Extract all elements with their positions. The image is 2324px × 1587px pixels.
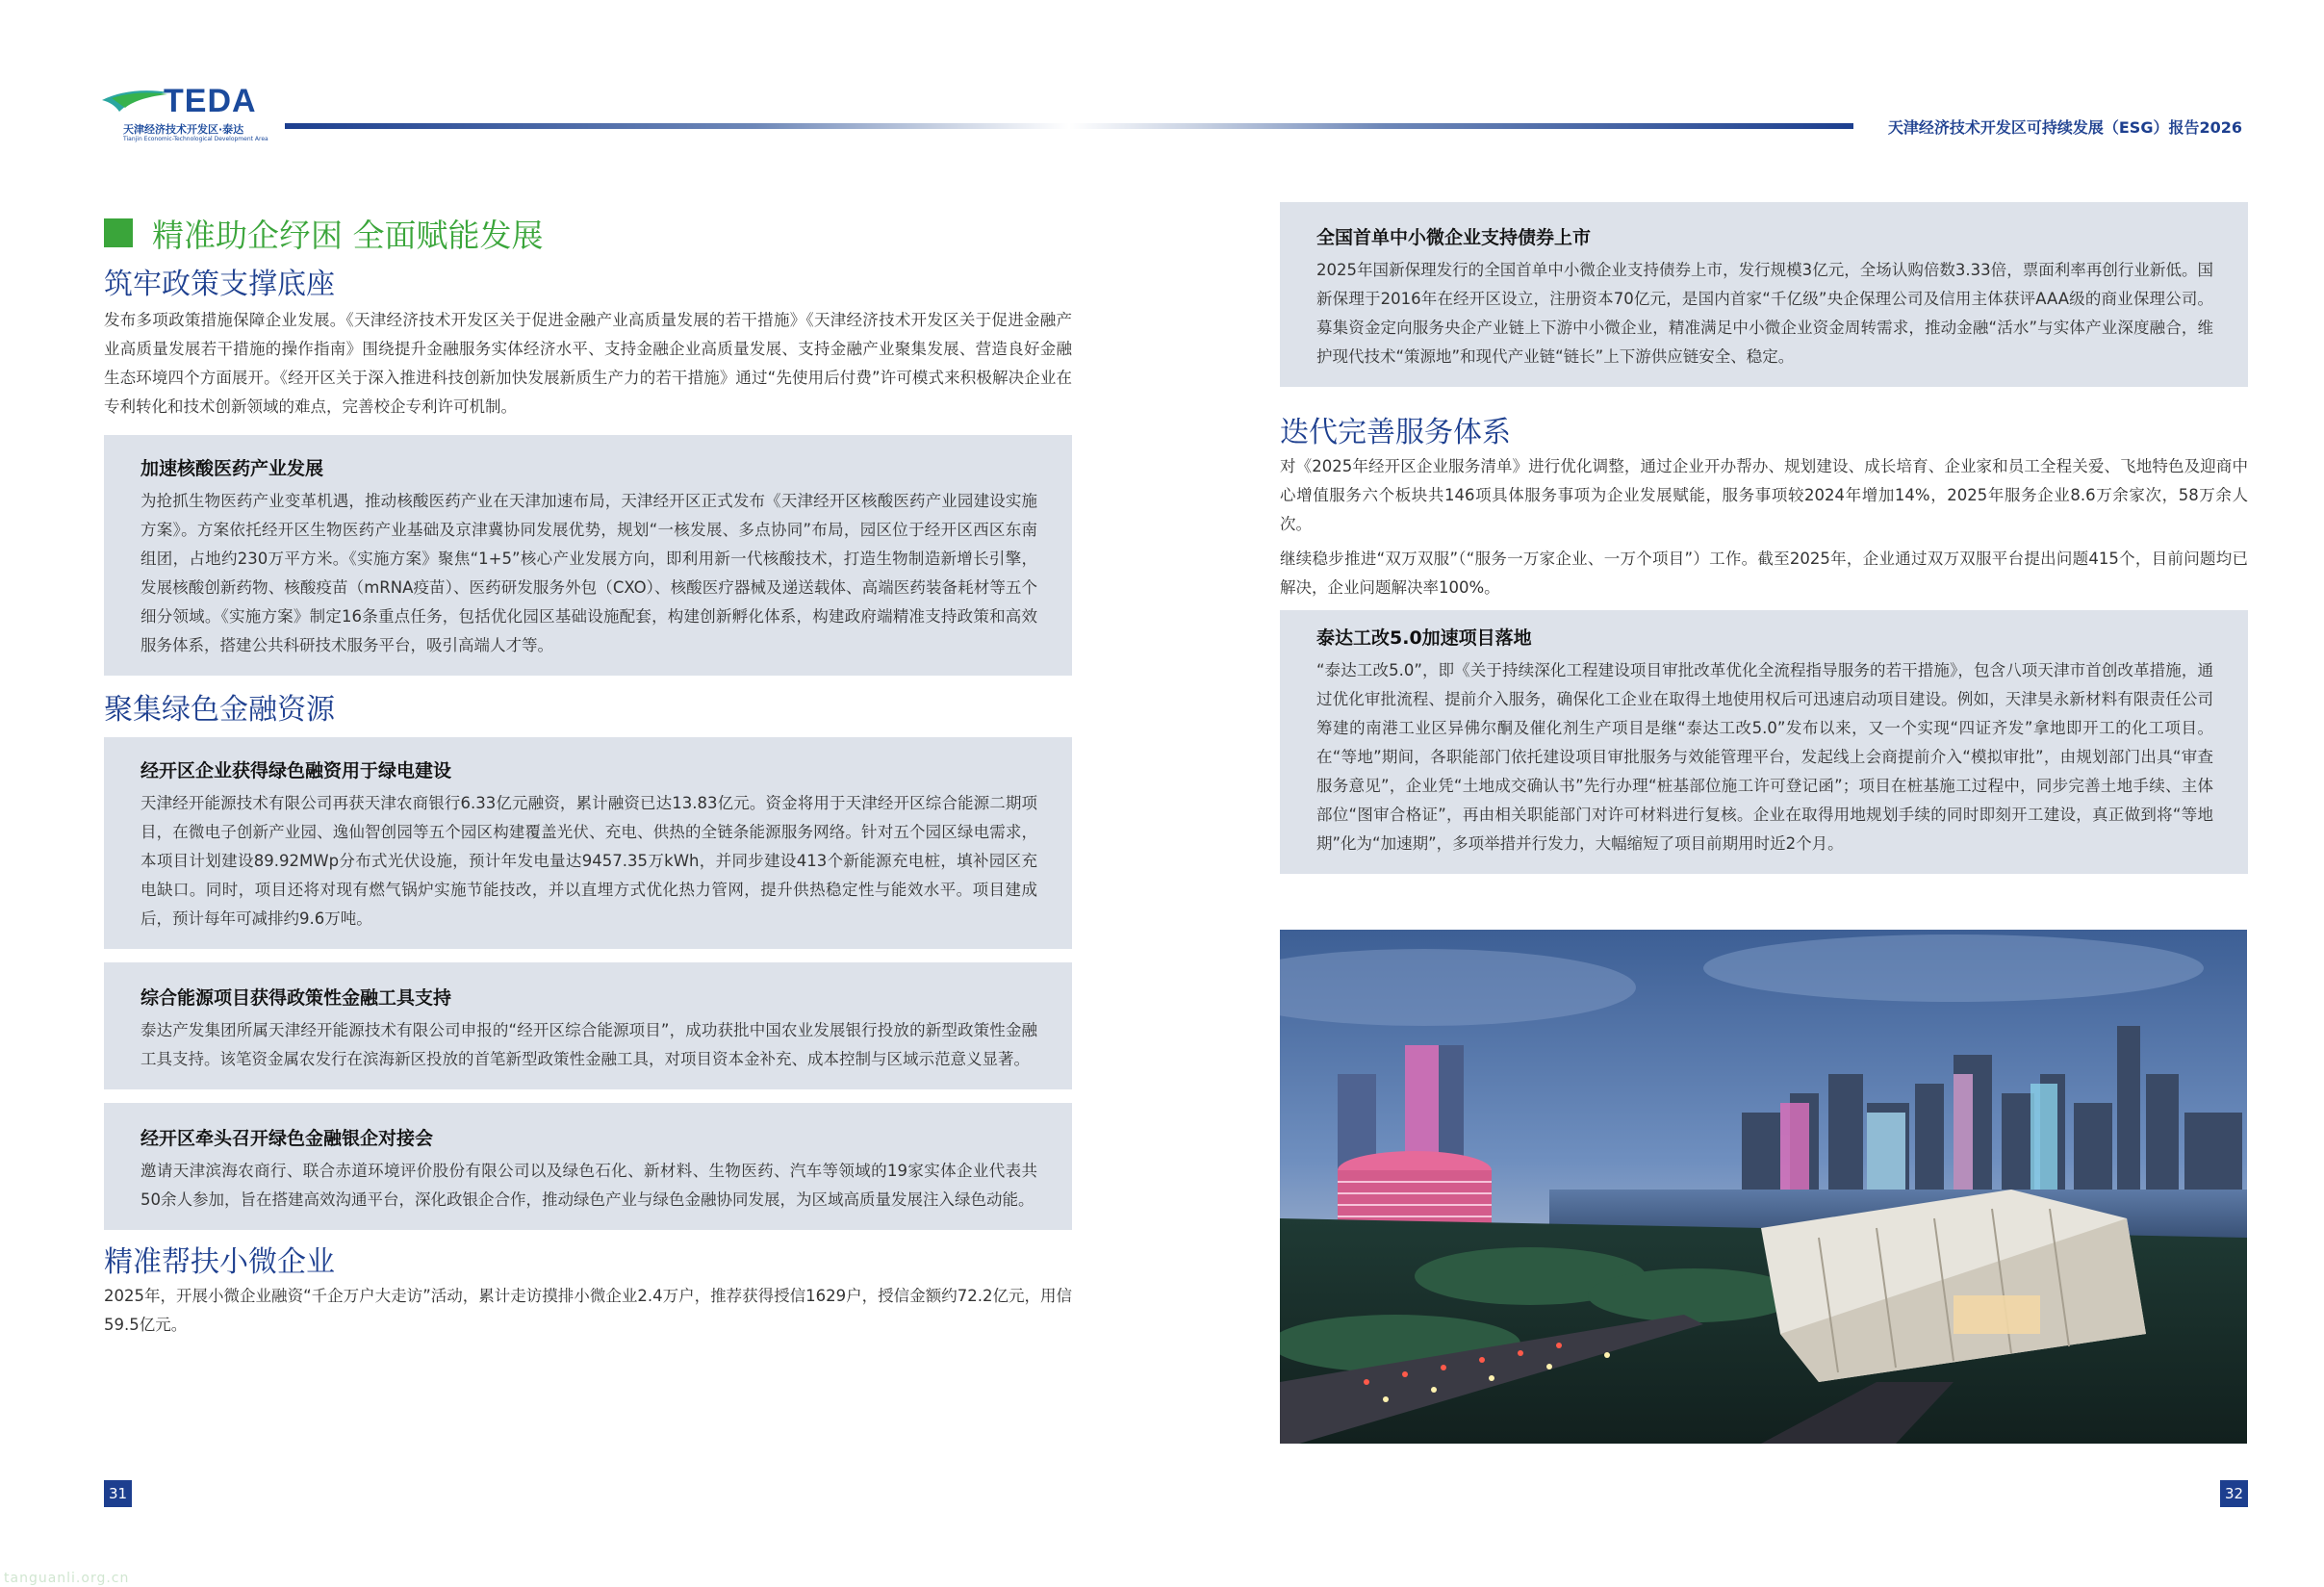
city-night-photo (1280, 930, 2247, 1444)
report-title: 天津经济技术开发区可持续发展（ESG）报告2026 (1887, 118, 2242, 137)
left-page (104, 202, 1072, 1340)
logo-en-text: Tianjin Economic-Technological Development Area (123, 136, 268, 142)
subsection-title-green-finance: 聚集绿色金融资源 (104, 693, 335, 727)
green-financing-box (104, 737, 1072, 949)
box-title: 泰达工改5.0加速项目落地 (1316, 627, 1532, 649)
box-title: 经开区企业获得绿色融资用于绿电建设 (140, 760, 452, 781)
section-title-text: 精准助企纾困 全面赋能发展 (152, 216, 544, 254)
page-number-right: 32 (2220, 1480, 2248, 1507)
watermark-text: tanguanli.org.cn (4, 1571, 130, 1586)
service-paragraph-1: 对《2025年经开区企业服务清单》进行优化调整，通过企业开办帮办、规划建设、成长培育、企业家和员工全程关爱、飞地特色及迎商中心增值服务六个板块共146项具体服务事项为企业发展赋能，服务事项较2024年增加14%，2025年服务企业8.6万余家次，58万余人次。 (1280, 457, 2248, 533)
box-title: 经开区牵头召开绿色金融银企对接会 (140, 1128, 434, 1149)
policy-finance-tool-box (104, 962, 1072, 1089)
box-body: 天津经开能源技术有限公司再获天津农商银行6.33亿元融资，累计融资已达13.83亿元。资金将用于天津经开区综合能源二期项目，在微电子创新产业园、逸仙智创园等五个园区构建覆盖光伏、充电、供热的全链条能源服务网络。针对五个园区绿电需求，本项目计划建设89.92MWp分布式光伏设施，预计年发电量达9457.35万kWh，并同步建设413个新能源充电桩，填补园区充电缺口。同时，项目还将对现有燃气锅炉实施节能技改，并以直埋方式优化热力管网，提升供热稳定性与能效水平。项目建成后，预计每年可减排约9.6万吨。 (140, 794, 1037, 928)
section-title (104, 206, 1072, 260)
bank-enterprise-meeting-box (104, 1103, 1072, 1230)
box-body: “泰达工改5.0”，即《关于持续深化工程建设项目审批改革优化全流程指导服务的若干措施》，包含八项天津市首创改革措施，通过优化审批流程、提前介入服务，确保化工企业在取得土地使用权后可迅速启动项目建设。例如，天津昊永新材料有限责任公司筹建的南港工业区异佛尔酮及催化剂生产项目是继“泰达工改5.0”发布以来，又一个实现“四证齐发”拿地即开工的化工项目。在“等地”期间，各职能部门依托建设项目审批服务与效能管理平台，发起线上会商提前介入“模拟审批”，由规划部门出具“审查服务意见”，企业凭“土地成交确认书”先行办理“桩基部位施工许可登记函”；项目在桩基施工过程中，同步完善土地手续、主体部位“图审合格证”，再由相关职能部门对许可材料进行复核。企业在取得用地规划手续的同时即刻开工建设，真正做到将“等地期”化为“加速期”，多项举措并行发力，大幅缩短了项目前期用时近2个月。 (1316, 661, 2213, 853)
teda-reform-box (1280, 610, 2248, 874)
subsection-title-policy: 筑牢政策支撑底座 (104, 268, 335, 301)
city-skyline-illustration (1280, 930, 2247, 1444)
right-page (1280, 202, 2248, 874)
box-title: 综合能源项目获得政策性金融工具支持 (140, 987, 452, 1009)
box-body: 为抢抓生物医药产业变革机遇，推动核酸医药产业在天津加速布局，天津经开区正式发布《天津经开区核酸医药产业园建设实施方案》。方案依托经开区生物医药产业基础及京津冀协同发展优势，规划“一核发展、多点协同”布局，园区位于经开区西区东南组团，占地约230万平方米。《实施方案》聚焦“1+5”核心产业发展方向，即利用新一代核酸技术，打造生物制造新增长引擎，发展核酸创新药物、核酸疫苗（mRNA疫苗）、医药研发服务外包（CXO）、核酸医疗器械及递送载体、高端医药装备耗材等五个细分领域。《实施方案》制定16条重点任务，包括优化园区基础设施配套，构建创新孵化体系，构建政府端精准支持政策和高效服务体系，搭建公共科研技术服务平台，吸引高端人才等。 (140, 492, 1037, 654)
logo-cn-text: 天津经济技术开发区·泰达 (123, 123, 244, 136)
logo-text: TEDA (164, 83, 257, 119)
bond-listing-box (1280, 202, 2248, 387)
box-body: 2025年国新保理发行的全国首单中小微企业支持债券上市，发行规模3亿元，全场认购倍数3.33倍，票面利率再创行业新低。国新保理于2016年在经开区设立，注册资本70亿元，是国内首家“千亿级”央企保理公司及信用主体获评AAA级的商业保理公司。募集资金定向服务央企产业链上下游中小微企业，精准满足中小微企业资金周转需求，推动金融“活水”与实体产业深度融合，维护现代技术“策源地”和现代产业链“链长”上下游供应链安全、稳定。 (1316, 261, 2213, 366)
subsection-title-service-system: 迭代完善服务体系 (1280, 416, 1511, 449)
box-body: 泰达产发集团所属天津经开能源技术有限公司申报的“经开区综合能源项目”，成功获批中国农业发展银行投放的新型政策性金融工具支持。该笔资金属农发行在滨海新区投放的首笔新型政策性金融工具，对项目资本金补充、成本控制与区域示范意义显著。 (140, 1021, 1037, 1068)
service-paragraph-2: 继续稳步推进“双万双服”（“服务一万家企业、一万个项目”）工作。截至2025年，企业通过双万双服平台提出问题415个，目前问题均已解决，企业问题解决率100%。 (1280, 550, 2248, 597)
teda-logo (102, 83, 285, 144)
teda-swoosh-icon (102, 87, 169, 115)
box-title: 加速核酸医药产业发展 (140, 458, 324, 479)
box-body: 邀请天津滨海农商行、联合赤道环境评价股份有限公司以及绿色石化、新材料、生物医药、汽车等领域的19家实体企业代表共50余人参加，旨在搭建高效沟通平台，深化政银企合作，推动绿色产业与绿色金融协同发展，为区域高质量发展注入绿色动能。 (140, 1162, 1037, 1209)
subsection-title-small-business: 精准帮扶小微企业 (104, 1245, 335, 1279)
box-title: 全国首单中小微企业支持债券上市 (1316, 227, 1592, 248)
page-number-left: 31 (104, 1480, 132, 1507)
nucleic-acid-box (104, 435, 1072, 676)
small-business-paragraph: 2025年，开展小微企业融资“千企万户大走访”活动，累计走访摸排小微企业2.4万户，推荐获得授信1629户，授信金额约72.2亿元，用信59.5亿元。 (104, 1287, 1072, 1334)
header-divider (285, 123, 1853, 129)
policy-paragraph: 发布多项政策措施保障企业发展。《天津经济技术开发区关于促进金融产业高质量发展的若干措施》《天津经济技术开发区关于促进金融产业高质量发展若干措施的操作指南》围绕提升金融服务实体经济水平、支持金融企业高质量发展、支持金融产业聚集发展、营造良好金融生态环境四个方面展开。《经开区关于深入推进科技创新加快发展新质生产力的若干措施》通过“先使用后付费”许可模式来积极解决企业在专利转化和技术创新领域的难点，完善校企专利许可机制。 (104, 311, 1072, 416)
section-square-icon (104, 218, 133, 247)
